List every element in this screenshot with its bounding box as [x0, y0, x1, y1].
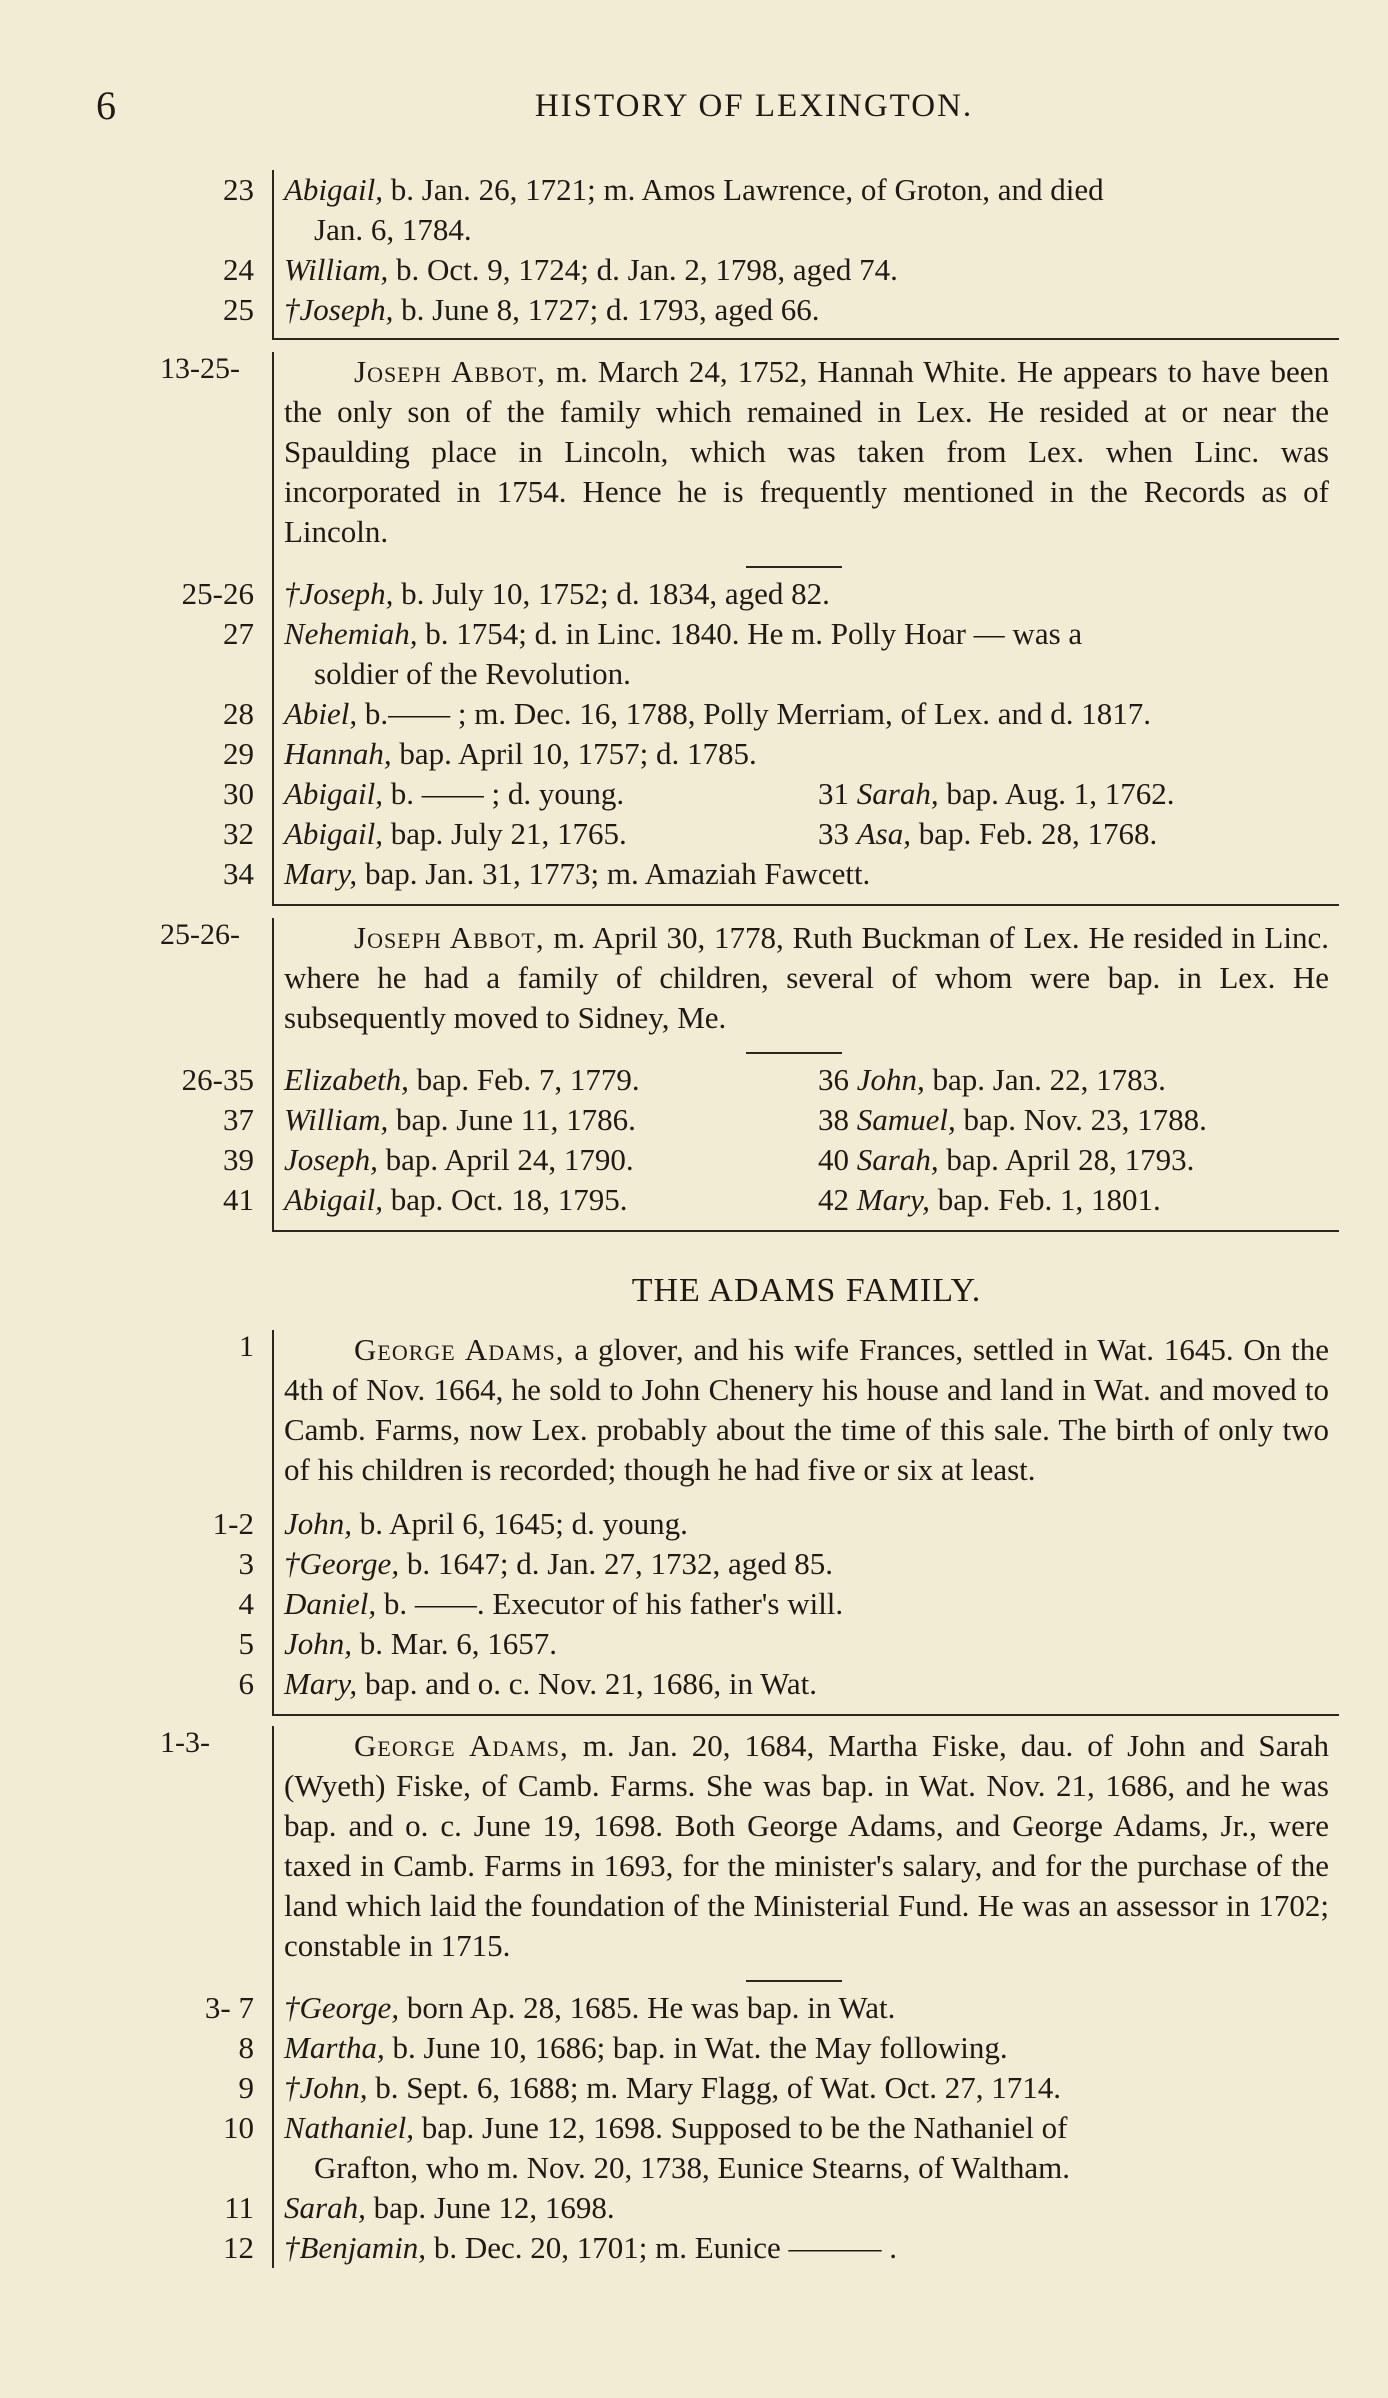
- entry-detail: born Ap. 28, 1685. He was bap. in Wat.: [399, 1990, 896, 2025]
- paragraph-content: [284, 1726, 1329, 1966]
- entry-text: [284, 2228, 897, 2268]
- entry-text: [284, 250, 898, 290]
- entry-detail: bap. July 21, 1765.: [383, 816, 627, 851]
- entry-text-col2: [818, 1060, 1166, 1100]
- entry-name: Hannah,: [284, 736, 392, 771]
- page-number: 6: [96, 83, 116, 128]
- entry-text: [284, 2188, 615, 2228]
- margin-rule: [272, 1504, 274, 1704]
- entry-name: †Joseph,: [284, 292, 394, 327]
- generation-label: 1: [239, 1330, 254, 1363]
- entry-group: [0, 1504, 1388, 1704]
- entry-text: [284, 814, 627, 854]
- margin-rule: [272, 918, 274, 1038]
- entry-text: [284, 1624, 557, 1664]
- entry-group: [0, 574, 1388, 894]
- margin-rule: [272, 1726, 274, 1966]
- entry-detail: b. Oct. 9, 1724; d. Jan. 2, 1798, aged 74.: [388, 252, 898, 287]
- entry-name: Asa,: [856, 816, 911, 851]
- entry-line: [0, 1624, 1388, 1664]
- entry-name: Nehemiah,: [284, 616, 418, 651]
- entry-name: William,: [284, 1102, 389, 1137]
- entry-number-col2: 40: [818, 1142, 849, 1177]
- paragraph-text: [284, 918, 1329, 1038]
- entry-number-col2: 42: [818, 1182, 849, 1217]
- entry-detail: b. —— ; d. young.: [383, 776, 625, 811]
- entry-detail: b. June 10, 1686; bap. in Wat. the May following.: [384, 2030, 1008, 2065]
- entry-number: 41: [223, 1182, 254, 1217]
- entry-detail: b. 1754; d. in Linc. 1840. He m. Polly Hoar — was a: [417, 616, 1083, 651]
- entry-name: Nathaniel,: [284, 2110, 415, 2145]
- entry-text: [284, 1584, 843, 1624]
- margin-rule: [272, 1038, 274, 1052]
- entry-line: [0, 2188, 1388, 2228]
- spacer: [0, 1038, 1388, 1052]
- spacer: [0, 1716, 1388, 1726]
- entry-detail: b. 1647; d. Jan. 27, 1732, aged 85.: [399, 1546, 834, 1581]
- entry-name: William,: [284, 252, 389, 287]
- margin-rule: [272, 1220, 274, 1230]
- entry-line: [0, 1140, 1388, 1180]
- entry-line: [0, 1584, 1388, 1624]
- margin-rule: [272, 1060, 274, 1220]
- entry-line: [0, 2068, 1388, 2108]
- entry-detail: bap. April 28, 1793.: [938, 1142, 1195, 1177]
- section-divider: [272, 1714, 1339, 1716]
- entry-detail: bap. Jan. 31, 1773; m. Amaziah Fawcett.: [357, 856, 871, 891]
- entry-line: [0, 574, 1388, 614]
- entry-line: [0, 1504, 1388, 1544]
- person-name: Joseph Abbot,: [354, 354, 546, 389]
- entry-number: 24: [223, 252, 254, 287]
- paragraph-content: [284, 352, 1329, 552]
- entry-detail: bap. June 11, 1786.: [388, 1102, 636, 1137]
- entry-number: 26-35: [181, 1062, 254, 1097]
- entry-name: Abigail,: [284, 776, 384, 811]
- margin-rule: [272, 352, 274, 552]
- entry-detail: bap. Feb. 1, 1801.: [929, 1182, 1161, 1217]
- spacer: [0, 1966, 1388, 1980]
- family-heading: THE ADAMS FAMILY.: [631, 1272, 982, 1309]
- entry-text: [284, 210, 472, 250]
- entry-number: 25-26: [181, 576, 254, 611]
- entry-text: [284, 694, 1151, 734]
- entry-number: 1-2: [212, 1506, 254, 1541]
- entry-detail: b. July 10, 1752; d. 1834, aged 82.: [393, 576, 830, 611]
- margin-rule: [272, 552, 274, 566]
- margin-rule: [272, 574, 274, 894]
- entry-number: 30: [223, 776, 254, 811]
- entry-line: [0, 2228, 1388, 2268]
- entry-detail: bap. April 10, 1757; d. 1785.: [391, 736, 757, 771]
- spacer: [0, 906, 1388, 918]
- generation-label: 1-3-: [160, 1726, 210, 1759]
- entry-name: †George,: [284, 1546, 400, 1581]
- entry-number: 5: [238, 1626, 254, 1661]
- entry-detail: bap. and o. c. Nov. 21, 1686, in Wat.: [357, 1666, 818, 1701]
- entry-line: [0, 854, 1388, 894]
- entry-line: [0, 210, 1388, 250]
- paragraph-content: [284, 1330, 1329, 1490]
- section-divider: [272, 338, 1339, 340]
- generation-label: 25-26-: [160, 918, 240, 951]
- spacer: [0, 1232, 1388, 1272]
- spacer: [0, 1490, 1388, 1504]
- entry-detail: b.—— ; m. Dec. 16, 1788, Polly Merriam, of Lex. and d. 1817.: [357, 696, 1152, 731]
- entry-number-col2: 33: [818, 816, 849, 851]
- entry-text: [284, 574, 830, 614]
- entry-name: †Joseph,: [284, 576, 394, 611]
- entry-detail: b. Jan. 26, 1721; m. Amos Lawrence, of Groton, and died: [383, 172, 1104, 207]
- entry-line: [0, 1664, 1388, 1704]
- spacer: [0, 1704, 1388, 1714]
- entry-detail: b. June 8, 1727; d. 1793, aged 66.: [393, 292, 820, 327]
- entry-text: [284, 1544, 833, 1584]
- entry-detail: bap. Jan. 22, 1783.: [924, 1062, 1166, 1097]
- entry-name: Mary,: [284, 856, 358, 891]
- entry-number: 34: [223, 856, 254, 891]
- entry-line: [0, 2108, 1388, 2148]
- entry-detail: b. Sept. 6, 1688; m. Mary Flagg, of Wat. Oct. 27, 1714.: [367, 2070, 1062, 2105]
- spacer: [0, 894, 1388, 904]
- entry-text: [284, 1180, 628, 1220]
- entry-text: [284, 1060, 640, 1100]
- entry-line: [0, 734, 1388, 774]
- entry-number: 10: [223, 2110, 254, 2145]
- entry-number: 25: [223, 292, 254, 327]
- paragraph-text: [284, 352, 1329, 552]
- paragraph-body: m. March 24, 1752, Hannah White. He appears to have been the only son of the family which remained in Lex. He resided at or near the Spaulding place in Lincoln, which was taken from Lex. when Linc. was incorporated in 1754. Hence he is frequently mentioned in the Records as of Lincoln.: [284, 354, 1329, 549]
- paragraph-block: [0, 352, 1388, 552]
- entry-detail: b. Mar. 6, 1657.: [352, 1626, 557, 1661]
- entry-number: 3: [238, 1546, 254, 1581]
- paragraph-block: [0, 1726, 1388, 1966]
- entry-text: [284, 2068, 1061, 2108]
- person-name: George Adams,: [354, 1728, 569, 1763]
- entry-number-col2: 36: [818, 1062, 849, 1097]
- entry-text-col2: [818, 814, 1157, 854]
- entry-number: 27: [223, 616, 254, 651]
- entry-text: [284, 290, 820, 330]
- margin-rule: [272, 1988, 274, 2268]
- entry-name: Abigail,: [284, 172, 384, 207]
- margin-rule: [272, 1330, 274, 1490]
- entry-line: [0, 2028, 1388, 2068]
- page-body: [0, 170, 1388, 2268]
- spacer: [0, 552, 1388, 566]
- running-head: HISTORY OF LEXINGTON.: [534, 88, 974, 124]
- paragraph-content: [284, 918, 1329, 1038]
- entry-text: [284, 774, 624, 814]
- entry-line: [0, 654, 1388, 694]
- entry-line: [0, 1988, 1388, 2028]
- entry-name: John,: [284, 1626, 353, 1661]
- entry-detail: soldier of the Revolution.: [314, 656, 631, 691]
- entry-line: [0, 1180, 1388, 1220]
- entry-text: [284, 2028, 1008, 2068]
- entry-detail: bap. June 12, 1698.: [365, 2190, 615, 2225]
- entry-text: [284, 2148, 1070, 2188]
- entry-text: [284, 170, 1104, 210]
- spacer: [0, 1220, 1388, 1230]
- entry-text: [284, 734, 757, 774]
- entry-line: [0, 1060, 1388, 1100]
- person-name: George Adams,: [354, 1332, 565, 1367]
- entry-name: Sarah,: [284, 2190, 366, 2225]
- margin-rule: [272, 1966, 274, 1980]
- entry-number: 32: [223, 816, 254, 851]
- entry-line: [0, 250, 1388, 290]
- entry-line: [0, 1544, 1388, 1584]
- entry-number-col2: 31: [818, 776, 849, 811]
- paragraph-body: m. April 30, 1778, Ruth Buckman of Lex. He resided in Linc. where he had a family of children, several of whom were bap. in Lex. He subsequently moved to Sidney, Me.: [284, 920, 1329, 1035]
- paragraph-block: [0, 918, 1388, 1038]
- entry-text: [284, 1664, 817, 1704]
- entry-detail: Jan. 6, 1784.: [314, 212, 472, 247]
- entry-detail: b. April 6, 1645; d. young.: [352, 1506, 688, 1541]
- paragraph-text: [284, 1726, 1329, 1966]
- entry-number: 39: [223, 1142, 254, 1177]
- spacer: [0, 330, 1388, 338]
- entry-name: †Benjamin,: [284, 2230, 427, 2265]
- entry-number: 23: [223, 172, 254, 207]
- entry-text-col2: [818, 1180, 1161, 1220]
- entry-detail: bap. Feb. 7, 1779.: [408, 1062, 640, 1097]
- entry-number-col2: 38: [818, 1102, 849, 1137]
- entry-name: Samuel,: [856, 1102, 956, 1137]
- margin-rule: [272, 894, 274, 904]
- entry-detail: bap. Feb. 28, 1768.: [911, 816, 1158, 851]
- spacer: [0, 1310, 1388, 1330]
- entry-group: [0, 1988, 1388, 2268]
- entry-number: 9: [238, 2070, 254, 2105]
- entry-name: Abiel,: [284, 696, 358, 731]
- entry-name: Abigail,: [284, 816, 384, 851]
- entry-name: John,: [284, 1506, 353, 1541]
- generation-label: 13-25-: [160, 352, 240, 385]
- entry-name: John,: [856, 1062, 925, 1097]
- entry-detail: bap. Nov. 23, 1788.: [955, 1102, 1207, 1137]
- entry-number: 28: [223, 696, 254, 731]
- entry-number: 12: [223, 2230, 254, 2265]
- paragraph-text: [284, 1330, 1329, 1490]
- margin-rule: [272, 330, 274, 338]
- entry-line: [0, 614, 1388, 654]
- margin-rule: [272, 1490, 274, 1504]
- margin-rule: [272, 1704, 274, 1714]
- entry-line: [0, 290, 1388, 330]
- entry-detail: b. Dec. 20, 1701; m. Eunice ——— .: [426, 2230, 898, 2265]
- entry-line: [0, 694, 1388, 734]
- entry-line: [0, 2148, 1388, 2188]
- entry-name: Mary,: [856, 1182, 930, 1217]
- entry-text: [284, 1988, 895, 2028]
- entry-number: 11: [224, 2190, 254, 2225]
- entry-detail: bap. Aug. 1, 1762.: [938, 776, 1175, 811]
- entry-text: [284, 854, 870, 894]
- entry-text: [284, 1100, 636, 1140]
- entry-name: Sarah,: [856, 776, 939, 811]
- entry-name: Sarah,: [856, 1142, 939, 1177]
- spacer: [0, 340, 1388, 352]
- paragraph-block: [0, 1330, 1388, 1490]
- entry-name: Elizabeth,: [284, 1062, 409, 1097]
- entry-detail: bap. June 12, 1698. Supposed to be the Nathaniel of: [414, 2110, 1068, 2145]
- entry-name: Daniel,: [284, 1586, 377, 1621]
- entry-name: Abigail,: [284, 1182, 384, 1217]
- entry-group: [0, 1060, 1388, 1220]
- person-name: Joseph Abbot,: [354, 920, 545, 955]
- entry-text: [284, 654, 631, 694]
- paragraph-body: m. Jan. 20, 1684, Martha Fiske, dau. of John and Sarah (Wyeth) Fiske, of Camb. Farms. She was bap. in Wat. Nov. 21, 1686, and he was bap. and o. c. June 19, 1698. Both George Adams, and George Adams, Jr., were taxed in Camb. Farms in 1693, for the minister's salary, and for the purchase of the land which laid the foundation of the Ministerial Fund. He was an assessor in 1702; constable in 1715.: [284, 1728, 1329, 1963]
- margin-rule: [272, 170, 274, 330]
- entry-text-col2: [818, 1140, 1194, 1180]
- section-divider: [272, 1230, 1339, 1232]
- entry-name: Joseph,: [284, 1142, 378, 1177]
- entry-line: [0, 774, 1388, 814]
- entry-name: †John,: [284, 2070, 368, 2105]
- entry-line: [0, 170, 1388, 210]
- entry-number: 3- 7: [204, 1990, 254, 2025]
- entry-name: †George,: [284, 1990, 400, 2025]
- entry-line: [0, 1100, 1388, 1140]
- entry-text: [284, 1140, 634, 1180]
- entry-text-col2: [818, 1100, 1207, 1140]
- entry-line: [0, 814, 1388, 854]
- entry-text-col2: [818, 774, 1175, 814]
- paragraph-body: a glover, and his wife Frances, settled in Wat. 1645. On the 4th of Nov. 1664, he sold to John Chenery his house and land in Wat. and moved to Camb. Farms, now Lex. probably about the time of this sale. The birth of only two of his children is recorded; though he had five or six at least.: [284, 1332, 1329, 1487]
- entry-name: Mary,: [284, 1666, 358, 1701]
- entry-detail: bap. April 24, 1790.: [377, 1142, 634, 1177]
- entry-number: 6: [238, 1666, 254, 1701]
- entry-group: [0, 170, 1388, 330]
- entry-detail: bap. Oct. 18, 1795.: [383, 1182, 628, 1217]
- section-divider: [272, 904, 1339, 906]
- entry-text: [284, 2108, 1068, 2148]
- entry-detail: b. ——. Executor of his father's will.: [376, 1586, 844, 1621]
- entry-name: Martha,: [284, 2030, 385, 2065]
- entry-detail: Grafton, who m. Nov. 20, 1738, Eunice Stearns, of Waltham.: [314, 2150, 1071, 2185]
- entry-number: 29: [223, 736, 254, 771]
- entry-number: 37: [223, 1102, 254, 1137]
- entry-number: 4: [238, 1586, 254, 1621]
- entry-text: [284, 1504, 688, 1544]
- entry-text: [284, 614, 1082, 654]
- entry-number: 8: [238, 2030, 254, 2065]
